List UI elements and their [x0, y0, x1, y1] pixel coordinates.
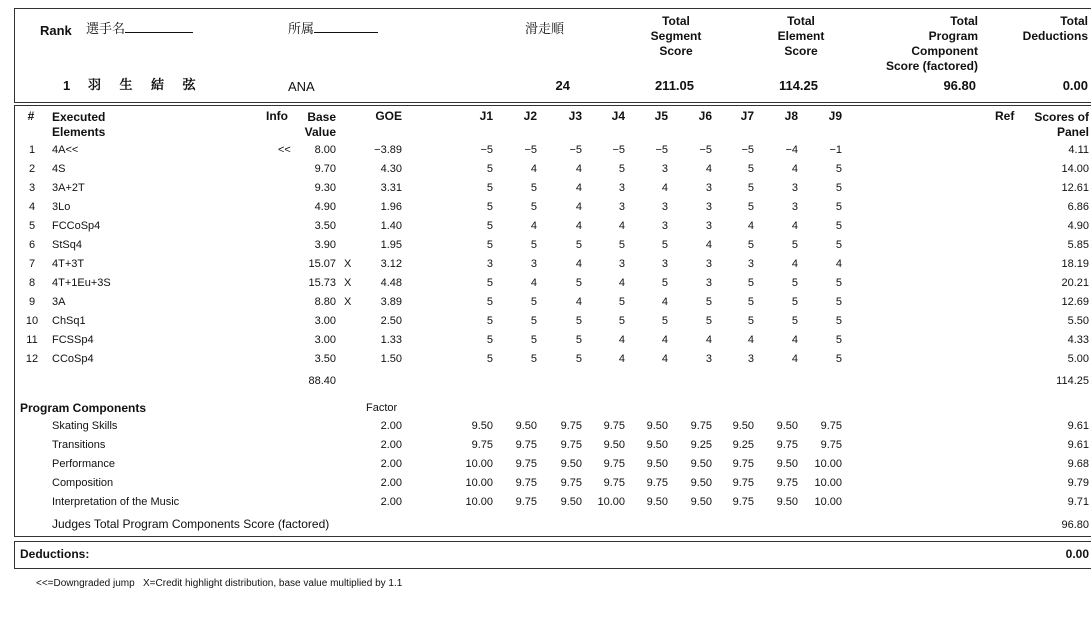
component-judge-score: 9.75 — [515, 458, 537, 470]
element-judge-score: −5 — [741, 144, 754, 156]
component-judge-score: 9.75 — [560, 420, 582, 432]
component-judge-score: 9.50 — [560, 458, 582, 470]
component-judge-score: 9.50 — [776, 496, 798, 508]
component-judge-score: 9.50 — [690, 477, 712, 489]
element-panel-score: 18.19 — [1061, 258, 1089, 270]
component-judge-score: 9.50 — [560, 496, 582, 508]
element-goe: −3.89 — [374, 144, 402, 156]
component-panel-score: 9.61 — [1067, 439, 1089, 451]
element-goe: 1.40 — [380, 220, 402, 232]
element-judge-score: 3 — [705, 201, 712, 213]
footnote: <<=Downgraded jump X=Credit highlight distribution, base value multiplied by 1.1 — [36, 578, 403, 589]
element-judge-score: 4 — [618, 353, 625, 365]
component-name: Composition — [52, 477, 114, 489]
element-judge-score: 4 — [791, 163, 798, 175]
col-judge: J6 — [698, 109, 712, 123]
component-judge-score: 10.00 — [597, 496, 625, 508]
element-judge-score: 5 — [835, 220, 842, 232]
element-base-value: 3.00 — [314, 334, 336, 346]
element-judge-score: 4 — [575, 201, 582, 213]
element-judge-score: 4 — [705, 163, 712, 175]
total-element-score: 114.25 — [778, 78, 818, 93]
element-num: 5 — [28, 220, 36, 232]
element-num: 11 — [26, 334, 38, 346]
element-judge-score: 5 — [486, 220, 493, 232]
col-base: Base Value — [304, 110, 336, 139]
element-judge-score: 3 — [791, 182, 798, 194]
element-judge-score: 5 — [486, 277, 493, 289]
component-judge-score: 9.75 — [776, 439, 798, 451]
pcs-label: Total Program Component Score (factored) — [885, 14, 978, 73]
element-base-value: 8.00 — [314, 144, 336, 156]
element-panel-score: 4.90 — [1067, 220, 1089, 232]
element-judge-score: 5 — [835, 201, 842, 213]
element-goe: 3.89 — [380, 296, 402, 308]
factor-label: Factor — [366, 402, 398, 414]
element-judge-score: 3 — [705, 277, 712, 289]
element-code: 3A+2T — [52, 182, 85, 194]
element-judge-score: 4 — [661, 182, 668, 194]
element-goe: 1.50 — [380, 353, 402, 365]
element-judge-score: 5 — [530, 182, 537, 194]
element-judge-score: 3 — [661, 220, 668, 232]
component-factor: 2.00 — [380, 439, 402, 451]
element-judge-score: 4 — [575, 182, 582, 194]
element-judge-score: 4 — [618, 334, 625, 346]
col-judge: J9 — [828, 109, 842, 123]
component-judge-score: 9.75 — [820, 420, 842, 432]
component-judge-score: 9.50 — [732, 420, 754, 432]
col-goe: GOE — [375, 109, 402, 123]
element-judge-score: 4 — [575, 163, 582, 175]
element-judge-score: 4 — [661, 353, 668, 365]
element-judge-score: 5 — [835, 163, 842, 175]
element-judge-score: 5 — [747, 296, 754, 308]
component-judge-score: 9.25 — [690, 439, 712, 451]
element-judge-score: 3 — [618, 258, 625, 270]
component-judge-score: 9.75 — [732, 496, 754, 508]
element-panel-score: 5.85 — [1067, 239, 1089, 251]
element-judge-score: 3 — [661, 258, 668, 270]
element-judge-score: 5 — [835, 315, 842, 327]
skater-rank: 1 — [63, 78, 71, 93]
element-num: 9 — [28, 296, 36, 308]
element-goe: 4.30 — [380, 163, 402, 175]
element-code: 3A — [52, 296, 66, 308]
element-judge-score: 5 — [747, 201, 754, 213]
base-value-total: 88.40 — [308, 375, 336, 387]
component-judge-score: 10.00 — [465, 496, 493, 508]
element-judge-score: 3 — [661, 201, 668, 213]
element-judge-score: 5 — [747, 239, 754, 251]
element-base-value: 3.90 — [314, 239, 336, 251]
program-components-title: Program Components — [20, 401, 147, 415]
element-code: 4S — [52, 163, 66, 175]
col-judge: J1 — [479, 109, 493, 123]
col-num: # — [27, 109, 35, 123]
deductions-row-label: Deductions: — [20, 547, 90, 561]
element-judge-score: 5 — [705, 315, 712, 327]
component-name: Transitions — [52, 439, 106, 451]
element-judge-score: 5 — [661, 277, 668, 289]
component-judge-score: 9.75 — [646, 477, 668, 489]
component-judge-score: 9.75 — [515, 496, 537, 508]
component-judge-score: 9.75 — [515, 439, 537, 451]
element-judge-score: 5 — [747, 277, 754, 289]
component-judge-score: 10.00 — [814, 477, 842, 489]
element-base-value: 15.73 — [308, 277, 336, 289]
element-judge-score: 4 — [530, 277, 537, 289]
element-judge-score: 5 — [486, 239, 493, 251]
element-judge-score: 4 — [705, 334, 712, 346]
element-judge-score: 4 — [618, 277, 625, 289]
element-judge-score: 5 — [835, 182, 842, 194]
component-judge-score: 9.50 — [776, 420, 798, 432]
element-judge-score: 3 — [618, 201, 625, 213]
element-base-value: 3.50 — [314, 220, 336, 232]
element-code: 4A<< — [52, 144, 79, 156]
element-judge-score: 5 — [530, 201, 537, 213]
component-judge-score: 10.00 — [465, 477, 493, 489]
element-judge-score: 4 — [791, 220, 798, 232]
element-judge-score: −1 — [829, 144, 842, 156]
element-judge-score: 5 — [486, 163, 493, 175]
element-judge-score: 5 — [661, 239, 668, 251]
col-judge: J5 — [654, 109, 668, 123]
element-num: 10 — [25, 315, 39, 327]
element-num: 4 — [28, 201, 36, 213]
component-judge-score: 9.75 — [776, 477, 798, 489]
element-judge-score: 5 — [791, 296, 798, 308]
start-order-label: 滑走順 — [525, 22, 565, 37]
element-goe: 3.12 — [380, 258, 402, 270]
element-judge-score: 4 — [791, 258, 798, 270]
component-factor: 2.00 — [380, 496, 402, 508]
component-judge-score: 9.50 — [646, 496, 668, 508]
element-judge-score: 3 — [705, 220, 712, 232]
element-judge-score: 3 — [661, 163, 668, 175]
deductions-box — [14, 541, 1091, 569]
component-factor: 2.00 — [380, 420, 402, 432]
component-judge-score: 9.50 — [646, 439, 668, 451]
element-judge-score: 5 — [835, 334, 842, 346]
element-panel-score: 5.50 — [1067, 315, 1089, 327]
element-num: 12 — [25, 353, 39, 365]
element-bonus-mark: X — [344, 277, 352, 289]
element-code: CCoSp4 — [52, 353, 94, 365]
element-judge-score: 5 — [486, 334, 493, 346]
element-judge-score: 5 — [747, 182, 754, 194]
element-judge-score: 5 — [486, 182, 493, 194]
element-judge-score: 4 — [835, 258, 842, 270]
component-panel-score: 9.68 — [1067, 458, 1089, 470]
element-panel-score: 12.69 — [1061, 296, 1089, 308]
element-judge-score: 5 — [575, 277, 582, 289]
component-judge-score: 10.00 — [814, 496, 842, 508]
component-panel-score: 9.71 — [1067, 496, 1089, 508]
component-judge-score: 9.50 — [471, 420, 493, 432]
element-judge-score: 4 — [747, 334, 754, 346]
element-judge-score: 5 — [618, 239, 625, 251]
element-base-value: 15.07 — [308, 258, 336, 270]
deductions-label: Total Deductions — [1022, 14, 1088, 43]
element-judge-score: 3 — [747, 258, 754, 270]
component-name: Interpretation of the Music — [52, 496, 180, 508]
element-judge-score: −5 — [655, 144, 668, 156]
col-judge: J3 — [568, 109, 582, 123]
judges-total-value: 96.80 — [1061, 519, 1089, 531]
element-judge-score: 4 — [791, 334, 798, 346]
component-judge-score: 9.75 — [515, 477, 537, 489]
element-goe: 3.31 — [380, 182, 402, 194]
element-judge-score: −4 — [785, 144, 798, 156]
element-panel-score: 6.86 — [1067, 201, 1089, 213]
component-judge-score: 9.50 — [690, 458, 712, 470]
element-panel-score: 12.61 — [1061, 182, 1089, 194]
component-judge-score: 9.75 — [603, 420, 625, 432]
component-judge-score: 9.75 — [732, 477, 754, 489]
element-panel-score: 4.11 — [1068, 144, 1089, 156]
element-judge-score: 3 — [791, 201, 798, 213]
elements-panel-total: 114.25 — [1056, 375, 1089, 387]
element-num: 3 — [28, 182, 36, 194]
club-label: 所属 — [288, 23, 378, 36]
element-code: 4T+3T — [52, 258, 85, 270]
element-judge-score: −5 — [569, 144, 582, 156]
element-num: 1 — [28, 144, 36, 156]
element-judge-score: 4 — [575, 258, 582, 270]
element-judge-score: 5 — [530, 353, 537, 365]
element-judge-score: −5 — [480, 144, 493, 156]
col-judge: J7 — [740, 109, 754, 123]
element-judge-score: 5 — [835, 353, 842, 365]
element-panel-score: 14.00 — [1061, 163, 1089, 175]
element-base-value: 9.70 — [314, 163, 336, 175]
component-judge-score: 9.75 — [603, 458, 625, 470]
total-segment-score: 211.05 — [654, 78, 694, 93]
element-code: ChSq1 — [52, 315, 86, 327]
element-judge-score: −5 — [612, 144, 625, 156]
element-code: 3Lo — [52, 201, 71, 213]
element-judge-score: 5 — [791, 315, 798, 327]
element-judge-score: 5 — [575, 353, 582, 365]
element-judge-score: 5 — [530, 334, 537, 346]
component-judge-score: 9.75 — [690, 420, 712, 432]
col-judge: J8 — [784, 109, 798, 123]
component-judge-score: 9.50 — [690, 496, 712, 508]
element-judge-score: 3 — [705, 258, 712, 270]
tss-label: Total Segment Score — [650, 14, 702, 58]
name-label: 選手名 — [86, 23, 193, 36]
element-base-value: 3.00 — [314, 315, 336, 327]
element-judge-score: 5 — [791, 277, 798, 289]
component-judge-score: 10.00 — [814, 458, 842, 470]
element-judge-score: 4 — [575, 296, 582, 308]
col-executed: Executed Elements — [52, 110, 106, 139]
element-judge-score: 5 — [486, 315, 493, 327]
element-goe: 1.96 — [380, 201, 402, 213]
element-base-value: 9.30 — [314, 182, 336, 194]
component-judge-score: 9.75 — [603, 477, 625, 489]
rank-label: Rank — [40, 23, 72, 38]
element-num: 2 — [28, 163, 36, 175]
component-judge-score: 9.75 — [560, 477, 582, 489]
component-judge-score: 9.75 — [560, 439, 582, 451]
element-judge-score: 4 — [661, 334, 668, 346]
skater-club: ANA — [288, 79, 315, 94]
total-pcs: 96.80 — [943, 78, 976, 93]
element-judge-score: 5 — [618, 315, 625, 327]
component-panel-score: 9.79 — [1067, 477, 1089, 489]
element-judge-score: 5 — [530, 296, 537, 308]
component-judge-score: 9.25 — [732, 439, 754, 451]
component-judge-score: 9.75 — [471, 439, 493, 451]
element-judge-score: 5 — [575, 315, 582, 327]
element-bonus-mark: X — [344, 258, 352, 270]
total-deductions: 0.00 — [1062, 78, 1088, 93]
element-code: FCCoSp4 — [52, 220, 101, 232]
element-judge-score: 5 — [618, 296, 625, 308]
component-judge-score: 10.00 — [465, 458, 493, 470]
element-judge-score: 4 — [705, 239, 712, 251]
element-judge-score: 5 — [835, 277, 842, 289]
component-judge-score: 9.75 — [820, 439, 842, 451]
element-judge-score: 4 — [661, 296, 668, 308]
element-judge-score: 5 — [486, 353, 493, 365]
element-judge-score: −5 — [524, 144, 537, 156]
element-judge-score: 5 — [618, 163, 625, 175]
element-panel-score: 4.33 — [1067, 334, 1089, 346]
element-judge-score: 5 — [486, 296, 493, 308]
element-bonus-mark: X — [344, 296, 352, 308]
col-judge: J2 — [523, 109, 537, 123]
component-judge-score: 9.50 — [646, 458, 668, 470]
component-factor: 2.00 — [380, 458, 402, 470]
tes-label: Total Element Score — [777, 14, 825, 58]
col-judge: J4 — [611, 109, 625, 123]
element-judge-score: 4 — [530, 220, 537, 232]
component-judge-score: 9.75 — [732, 458, 754, 470]
component-judge-score: 9.50 — [776, 458, 798, 470]
element-goe: 1.95 — [380, 239, 402, 251]
judges-total-label: Judges Total Program Components Score (factored) — [52, 517, 330, 531]
element-base-value: 3.50 — [314, 353, 336, 365]
element-judge-score: −5 — [699, 144, 712, 156]
element-code: FCSSp4 — [52, 334, 94, 346]
element-judge-score: 5 — [575, 334, 582, 346]
element-judge-score: 5 — [835, 239, 842, 251]
element-judge-score: 4 — [575, 220, 582, 232]
element-num: 8 — [28, 277, 36, 289]
element-code: StSq4 — [52, 239, 82, 251]
element-judge-score: 5 — [661, 315, 668, 327]
col-ref: Ref — [995, 109, 1015, 123]
element-judge-score: 5 — [575, 239, 582, 251]
element-num: 7 — [28, 258, 36, 270]
element-code: 4T+1Eu+3S — [52, 277, 111, 289]
element-judge-score: 3 — [486, 258, 493, 270]
element-base-value: 4.90 — [314, 201, 336, 213]
element-judge-score: 4 — [618, 220, 625, 232]
component-name: Performance — [52, 458, 115, 470]
element-judge-score: 5 — [705, 296, 712, 308]
component-judge-score: 9.50 — [515, 420, 537, 432]
element-judge-score: 5 — [835, 296, 842, 308]
element-panel-score: 20.21 — [1061, 277, 1089, 289]
element-judge-score: 4 — [530, 163, 537, 175]
component-judge-score: 9.50 — [603, 439, 625, 451]
element-goe: 4.48 — [380, 277, 402, 289]
element-num: 6 — [28, 239, 36, 251]
element-judge-score: 4 — [791, 353, 798, 365]
element-judge-score: 5 — [747, 315, 754, 327]
element-judge-score: 3 — [705, 182, 712, 194]
element-panel-score: 5.00 — [1067, 353, 1089, 365]
element-info: << — [278, 144, 291, 156]
element-judge-score: 5 — [530, 239, 537, 251]
element-judge-score: 3 — [747, 353, 754, 365]
col-info: Info — [266, 109, 288, 123]
skater-name: 羽 生 結 弦 — [88, 78, 203, 93]
skater-start-order: 24 — [555, 78, 570, 93]
element-judge-score: 5 — [747, 163, 754, 175]
element-judge-score: 3 — [618, 182, 625, 194]
component-judge-score: 9.50 — [646, 420, 668, 432]
component-panel-score: 9.61 — [1067, 420, 1089, 432]
element-goe: 1.33 — [380, 334, 402, 346]
col-panel: Scores of Panel — [1034, 110, 1089, 139]
element-judge-score: 3 — [530, 258, 537, 270]
element-judge-score: 4 — [747, 220, 754, 232]
component-factor: 2.00 — [380, 477, 402, 489]
deductions-row-value: 0.00 — [1065, 547, 1089, 561]
element-judge-score: 5 — [791, 239, 798, 251]
element-judge-score: 5 — [486, 201, 493, 213]
element-goe: 2.50 — [380, 315, 402, 327]
element-judge-score: 5 — [530, 315, 537, 327]
component-name: Skating Skills — [52, 420, 118, 432]
element-base-value: 8.80 — [314, 296, 336, 308]
element-judge-score: 3 — [705, 353, 712, 365]
